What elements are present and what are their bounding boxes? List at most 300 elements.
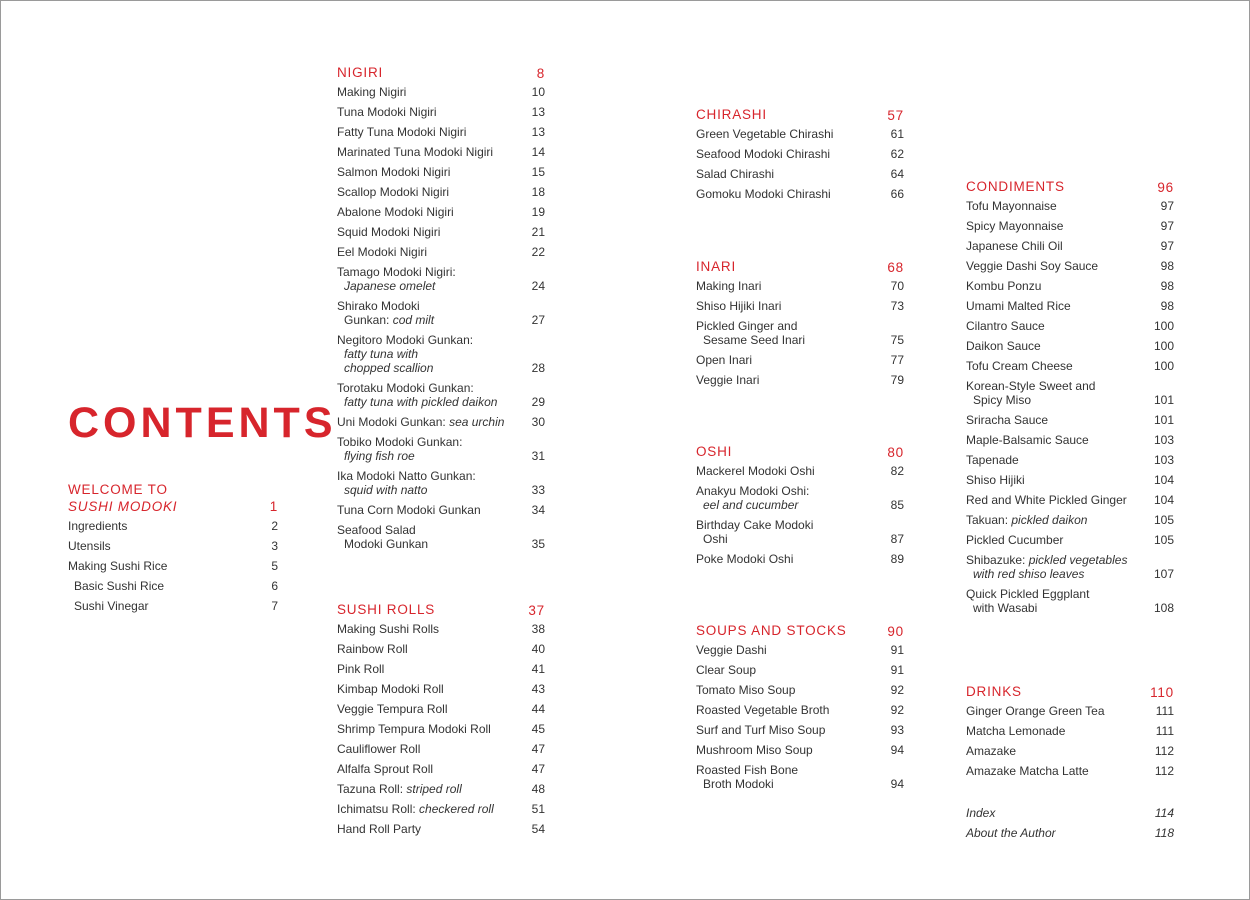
entry-title — [337, 742, 515, 756]
entry-label: Eel Modoki Nigiri — [337, 245, 428, 259]
entry-page-number: 118 — [1154, 826, 1174, 840]
entry-page-number: 100 — [1153, 339, 1174, 353]
section-heading-sushi-rolls[interactable] — [337, 601, 545, 621]
section-heading-chirashi[interactable] — [696, 106, 904, 126]
entry-title — [68, 519, 248, 533]
toc-entry[interactable] — [966, 359, 1174, 373]
entry-title — [966, 359, 1144, 373]
entry-page-number: 22 — [531, 245, 545, 259]
column-sushi-rolls — [337, 601, 545, 842]
toc-entry[interactable] — [966, 764, 1174, 778]
entry-subtitle: chopped scallion — [344, 361, 434, 375]
column-oshi — [696, 443, 904, 572]
entry-subtitle: Modoki Gunkan — [344, 537, 429, 551]
entry-subtitle-italic: cod milt — [392, 313, 435, 327]
entry-label-italic: pickled vegetables — [1025, 553, 1128, 567]
entry-page-number: 91 — [890, 663, 904, 677]
entry-label: Pink Roll — [337, 662, 385, 676]
toc-entry[interactable] — [696, 484, 904, 512]
entry-title — [696, 319, 874, 347]
entry-title — [696, 683, 874, 697]
entry-label: Salmon Modoki Nigiri — [337, 165, 451, 179]
section-page-number: 80 — [887, 445, 904, 460]
entry-title — [966, 279, 1144, 293]
entry-page-number: 103 — [1153, 453, 1174, 467]
entry-title — [966, 724, 1144, 738]
entry-label: Making Nigiri — [337, 85, 407, 99]
toc-entry[interactable] — [696, 279, 904, 293]
entry-title — [337, 435, 515, 463]
section-title: CHIRASHI — [696, 107, 767, 122]
entry-subtitle: fatty tuna with — [344, 347, 419, 361]
entry-label: Marinated Tuna Modoki Nigiri — [337, 145, 494, 159]
entry-title — [337, 245, 515, 259]
toc-entry[interactable] — [68, 519, 278, 533]
entry-title — [966, 199, 1144, 213]
entry-page-number: 7 — [271, 599, 278, 613]
entry-title — [337, 225, 515, 239]
entry-page-number: 89 — [890, 552, 904, 566]
entry-label: Scallop Modoki Nigiri — [337, 185, 450, 199]
section-heading-drinks[interactable] — [966, 683, 1174, 703]
entry-title — [966, 433, 1144, 447]
entry-label-italic: striped roll — [403, 782, 462, 796]
toc-entry[interactable] — [966, 744, 1174, 758]
entry-label: Tamago Modoki Nigiri: — [337, 265, 456, 279]
entry-label: Cilantro Sauce — [966, 319, 1045, 333]
toc-list — [966, 806, 1174, 840]
toc-entry[interactable] — [696, 187, 904, 201]
entry-title — [337, 299, 515, 327]
entry-label: Shrimp Tempura Modoki Roll — [337, 722, 491, 736]
entry-label: Veggie Dashi Soy Sauce — [966, 259, 1099, 273]
toc-entry[interactable] — [337, 742, 545, 756]
entry-subtitle: Oshi — [703, 532, 728, 546]
toc-entry[interactable] — [337, 245, 545, 259]
entry-label: Tazuna Roll: — [337, 782, 404, 796]
entry-title — [966, 299, 1144, 313]
section-page-number: 1 — [269, 499, 278, 514]
entry-label: Tapenade — [966, 453, 1019, 467]
section-title: SOUPS AND STOCKS — [696, 623, 847, 638]
entry-page-number: 112 — [1154, 764, 1174, 778]
entry-label: Daikon Sauce — [966, 339, 1041, 353]
entry-title — [337, 105, 515, 119]
toc-entry[interactable] — [966, 806, 1174, 820]
toc-entry[interactable] — [337, 682, 545, 696]
entry-title — [696, 279, 874, 293]
entry-page-number: 114 — [1154, 806, 1174, 820]
entry-page-number: 5 — [271, 559, 278, 573]
entry-page-number: 73 — [890, 299, 904, 313]
toc-entry[interactable] — [966, 199, 1174, 213]
entry-page-number: 85 — [890, 498, 904, 512]
entry-title — [337, 642, 515, 656]
toc-entry[interactable] — [696, 319, 904, 347]
entry-title — [696, 703, 874, 717]
entry-label: Quick Pickled Eggplant — [966, 587, 1090, 601]
entry-label: Index — [966, 806, 996, 820]
toc-entry[interactable] — [966, 587, 1174, 615]
entry-label: Kimbap Modoki Roll — [337, 682, 444, 696]
entry-label: About the Author — [966, 826, 1056, 840]
toc-entry[interactable] — [68, 579, 278, 593]
entry-page-number: 21 — [531, 225, 545, 239]
entry-title — [966, 453, 1144, 467]
toc-entry[interactable] — [966, 453, 1174, 467]
entry-page-number: 45 — [531, 722, 545, 736]
toc-entry[interactable] — [696, 299, 904, 313]
entry-title — [696, 299, 874, 313]
entry-page-number: 87 — [890, 532, 904, 546]
section-title: DRINKS — [966, 684, 1022, 699]
entry-label: Clear Soup — [696, 663, 757, 677]
entry-page-number: 107 — [1153, 567, 1174, 581]
entry-page-number: 2 — [271, 519, 278, 533]
entry-page-number: 27 — [531, 313, 545, 327]
section-heading-inari[interactable] — [696, 258, 904, 278]
entry-page-number: 61 — [890, 127, 904, 141]
entry-page-number: 94 — [890, 777, 904, 791]
entry-title — [696, 187, 874, 201]
entry-page-number: 98 — [1160, 259, 1174, 273]
entry-title — [337, 622, 515, 636]
entry-label: Ginger Orange Green Tea — [966, 704, 1105, 718]
toc-entry[interactable] — [337, 105, 545, 119]
entry-page-number: 64 — [890, 167, 904, 181]
entry-label: Matcha Lemonade — [966, 724, 1066, 738]
entry-label: Takuan: — [966, 513, 1009, 527]
entry-title — [68, 579, 248, 593]
entry-page-number: 91 — [890, 643, 904, 657]
entry-page-number: 15 — [531, 165, 545, 179]
entry-page-number: 82 — [890, 464, 904, 478]
section-heading-soups[interactable] — [696, 622, 904, 642]
entry-page-number: 101 — [1153, 413, 1174, 427]
toc-entry[interactable] — [966, 473, 1174, 487]
toc-entry[interactable] — [966, 826, 1174, 840]
entry-label: Spicy Mayonnaise — [966, 219, 1064, 233]
entry-label: Ika Modoki Natto Gunkan: — [337, 469, 476, 483]
entry-page-number: 41 — [531, 662, 545, 676]
entry-page-number: 93 — [890, 723, 904, 737]
toc-entry[interactable] — [337, 822, 545, 836]
column-drinks — [966, 683, 1174, 784]
toc-entry[interactable] — [68, 599, 278, 613]
page-title: CONTENTS — [68, 399, 337, 447]
entry-page-number: 98 — [1160, 279, 1174, 293]
toc-entry[interactable] — [966, 259, 1174, 273]
entry-page-number: 51 — [531, 802, 545, 816]
toc-entry[interactable] — [337, 185, 545, 199]
entry-page-number: 33 — [531, 483, 545, 497]
toc-entry[interactable] — [337, 722, 545, 736]
entry-label: Roasted Vegetable Broth — [696, 703, 830, 717]
entry-page-number: 97 — [1160, 199, 1174, 213]
toc-entry[interactable] — [696, 353, 904, 367]
toc-entry[interactable] — [68, 539, 278, 553]
entry-page-number: 104 — [1153, 493, 1174, 507]
entry-label: Pickled Cucumber — [966, 533, 1064, 547]
section-title: NIGIRI — [337, 65, 384, 80]
entry-title — [337, 503, 515, 517]
toc-entry[interactable] — [966, 379, 1174, 407]
entry-title — [696, 373, 874, 387]
entry-page-number: 111 — [1155, 704, 1174, 718]
entry-label: Birthday Cake Modoki — [696, 518, 814, 532]
entry-label: Green Vegetable Chirashi — [696, 127, 834, 141]
toc-entry[interactable] — [696, 643, 904, 657]
entry-page-number: 19 — [531, 205, 545, 219]
entry-title — [696, 484, 874, 512]
entry-title — [966, 587, 1144, 615]
entry-title — [966, 219, 1144, 233]
entry-title — [966, 744, 1144, 758]
entry-page-number: 112 — [1154, 744, 1174, 758]
toc-entry[interactable] — [337, 145, 545, 159]
toc-entry[interactable] — [696, 464, 904, 478]
toc-entry[interactable] — [696, 373, 904, 387]
section-heading-oshi[interactable] — [696, 443, 904, 463]
entry-subtitle: flying fish roe — [344, 449, 415, 463]
toc-entry[interactable] — [337, 415, 545, 429]
entry-label-italic: checkered roll — [415, 802, 494, 816]
toc-entry[interactable] — [696, 518, 904, 546]
entry-title — [966, 764, 1144, 778]
entry-title — [696, 147, 874, 161]
entry-title — [337, 722, 515, 736]
toc-entry[interactable] — [696, 663, 904, 677]
entry-page-number: 24 — [531, 279, 545, 293]
toc-entry[interactable] — [966, 339, 1174, 353]
entry-subtitle — [337, 313, 515, 327]
toc-entry[interactable] — [337, 642, 545, 656]
entry-label: Squid Modoki Nigiri — [337, 225, 441, 239]
entry-page-number: 100 — [1153, 359, 1174, 373]
toc-entry[interactable] — [337, 225, 545, 239]
toc-entry[interactable] — [696, 703, 904, 717]
toc-entry[interactable] — [696, 763, 904, 791]
column-chirashi — [696, 106, 904, 207]
entry-label: Anakyu Modoki Oshi: — [696, 484, 810, 498]
entry-title — [337, 145, 515, 159]
entry-label: Negitoro Modoki Gunkan: — [337, 333, 474, 347]
toc-list — [966, 199, 1174, 615]
entry-page-number: 54 — [531, 822, 545, 836]
toc-entry[interactable] — [696, 167, 904, 181]
entry-label: Fatty Tuna Modoki Nigiri — [337, 125, 467, 139]
entry-label: Seafood Modoki Chirashi — [696, 147, 831, 161]
entry-label: Sriracha Sauce — [966, 413, 1049, 427]
entry-title — [68, 599, 248, 613]
entry-label: Shirako Modoki — [337, 299, 420, 313]
column-nigiri-rolls — [337, 64, 545, 557]
entry-label: Gomoku Modoki Chirashi — [696, 187, 831, 201]
entry-page-number: 38 — [531, 622, 545, 636]
toc-entry[interactable] — [696, 743, 904, 757]
section-page-number: 68 — [887, 260, 904, 275]
toc-entry[interactable] — [337, 435, 545, 463]
entry-subtitle: fatty tuna with pickled daikon — [344, 395, 498, 409]
toc-entry[interactable] — [337, 265, 545, 293]
entry-title — [337, 333, 515, 375]
entry-label: Torotaku Modoki Gunkan: — [337, 381, 474, 395]
toc-entry[interactable] — [337, 333, 545, 375]
entry-page-number: 104 — [1153, 473, 1174, 487]
entry-title — [337, 381, 515, 409]
toc-entry[interactable] — [696, 147, 904, 161]
entry-label: Mackerel Modoki Oshi — [696, 464, 815, 478]
toc-entry[interactable] — [696, 723, 904, 737]
column-condiments — [966, 178, 1174, 621]
entry-page-number: 28 — [531, 361, 545, 375]
entry-label: Shibazuke: — [966, 553, 1026, 567]
entry-label-italic: sea urchin — [445, 415, 505, 429]
entry-label: Sushi Vinegar — [74, 599, 149, 613]
toc-entry[interactable] — [966, 704, 1174, 718]
entry-label: Basic Sushi Rice — [74, 579, 165, 593]
entry-title — [337, 469, 515, 497]
entry-label: Ingredients — [68, 519, 128, 533]
toc-list — [966, 704, 1174, 778]
section-title: OSHI — [696, 444, 733, 459]
entry-label: Making Sushi Rolls — [337, 622, 440, 636]
section-page-number: 96 — [1157, 180, 1174, 195]
entry-label: Making Inari — [696, 279, 762, 293]
toc-entry[interactable] — [337, 85, 545, 99]
entry-title — [966, 379, 1144, 407]
toc-entry[interactable] — [337, 165, 545, 179]
toc-entry[interactable] — [966, 433, 1174, 447]
section-title: INARI — [696, 259, 737, 274]
entry-title — [337, 802, 515, 816]
section-page-number: 37 — [528, 603, 545, 618]
toc-entry[interactable] — [966, 219, 1174, 233]
toc-entry[interactable] — [696, 552, 904, 566]
entry-label-italic: pickled daikon — [1008, 513, 1088, 527]
toc-entry[interactable] — [337, 469, 545, 497]
entry-page-number: 77 — [890, 353, 904, 367]
toc-entry[interactable] — [337, 381, 545, 409]
entry-title — [966, 319, 1144, 333]
section-heading-intro[interactable] — [68, 481, 278, 515]
entry-page-number: 18 — [531, 185, 545, 199]
entry-title — [337, 702, 515, 716]
entry-label: Seafood Salad — [337, 523, 416, 537]
toc-entry[interactable] — [68, 559, 278, 573]
entry-label: Cauliflower Roll — [337, 742, 421, 756]
entry-label: Ichimatsu Roll: — [337, 802, 416, 816]
entry-page-number: 6 — [271, 579, 278, 593]
entry-subtitle: with Wasabi — [973, 601, 1038, 615]
toc-entry[interactable] — [696, 683, 904, 697]
toc-entry[interactable] — [337, 205, 545, 219]
entry-title — [696, 723, 874, 737]
section-page-number: 90 — [887, 624, 904, 639]
toc-list — [337, 622, 545, 836]
entry-page-number: 47 — [531, 762, 545, 776]
toc-entry[interactable] — [337, 622, 545, 636]
entry-label: Tofu Cream Cheese — [966, 359, 1073, 373]
section-heading-condiments[interactable] — [966, 178, 1174, 198]
toc-entry[interactable] — [966, 533, 1174, 547]
entry-title — [966, 704, 1144, 718]
entry-page-number: 94 — [890, 743, 904, 757]
entry-title — [966, 239, 1144, 253]
section-heading-nigiri[interactable] — [337, 64, 545, 84]
entry-page-number: 29 — [531, 395, 545, 409]
entry-label: Tuna Corn Modoki Gunkan — [337, 503, 481, 517]
entry-label: Tomato Miso Soup — [696, 683, 796, 697]
entry-label: Shiso Hijiki Inari — [696, 299, 782, 313]
entry-label: Hand Roll Party — [337, 822, 422, 836]
entry-page-number: 31 — [531, 449, 545, 463]
entry-label: Veggie Tempura Roll — [337, 702, 448, 716]
entry-label: Maple-Balsamic Sauce — [966, 433, 1089, 447]
entry-page-number: 44 — [531, 702, 545, 716]
toc-list — [68, 519, 278, 613]
toc-entry[interactable] — [966, 553, 1174, 581]
toc-entry[interactable] — [966, 513, 1174, 527]
entry-page-number: 62 — [890, 147, 904, 161]
column-inari — [696, 258, 904, 393]
entry-subtitle: Japanese omelet — [344, 279, 436, 293]
toc-entry[interactable] — [337, 503, 545, 517]
heading-line: WELCOME TO — [68, 482, 168, 497]
entry-label: Roasted Fish Bone — [696, 763, 799, 777]
entry-label: Kombu Ponzu — [966, 279, 1042, 293]
entry-page-number: 97 — [1160, 239, 1174, 253]
toc-entry[interactable] — [337, 523, 545, 551]
toc-entry[interactable] — [966, 319, 1174, 333]
toc-entry[interactable] — [966, 239, 1174, 253]
entry-label: Salad Chirashi — [696, 167, 775, 181]
entry-title — [337, 782, 515, 796]
toc-list — [696, 643, 904, 791]
entry-label: Rainbow Roll — [337, 642, 408, 656]
entry-label: Abalone Modoki Nigiri — [337, 205, 454, 219]
toc-list — [337, 85, 545, 551]
entry-title — [696, 552, 874, 566]
entry-label: Veggie Inari — [696, 373, 760, 387]
entry-page-number: 70 — [890, 279, 904, 293]
toc-entry[interactable] — [966, 413, 1174, 427]
entry-label: Tobiko Modoki Gunkan: — [337, 435, 463, 449]
toc-entry[interactable] — [337, 299, 545, 327]
entry-page-number: 35 — [531, 537, 545, 551]
entry-label: Utensils — [68, 539, 111, 553]
toc-entry[interactable] — [696, 127, 904, 141]
toc-list — [696, 464, 904, 566]
toc-entry[interactable] — [966, 299, 1174, 313]
toc-entry[interactable] — [966, 493, 1174, 507]
entry-label: Open Inari — [696, 353, 753, 367]
toc-entry[interactable] — [337, 662, 545, 676]
toc-list — [696, 279, 904, 387]
toc-entry[interactable] — [966, 724, 1174, 738]
entry-title — [337, 415, 515, 429]
entry-subtitle: eel and cucumber — [703, 498, 799, 512]
entry-title — [337, 265, 515, 293]
toc-entry[interactable] — [337, 762, 545, 776]
toc-entry[interactable] — [966, 279, 1174, 293]
toc-entry[interactable] — [337, 702, 545, 716]
toc-entry[interactable] — [337, 782, 545, 796]
entry-title — [337, 762, 515, 776]
toc-entry[interactable] — [337, 125, 545, 139]
section-title: CONDIMENTS — [966, 179, 1065, 194]
toc-entry[interactable] — [337, 802, 545, 816]
